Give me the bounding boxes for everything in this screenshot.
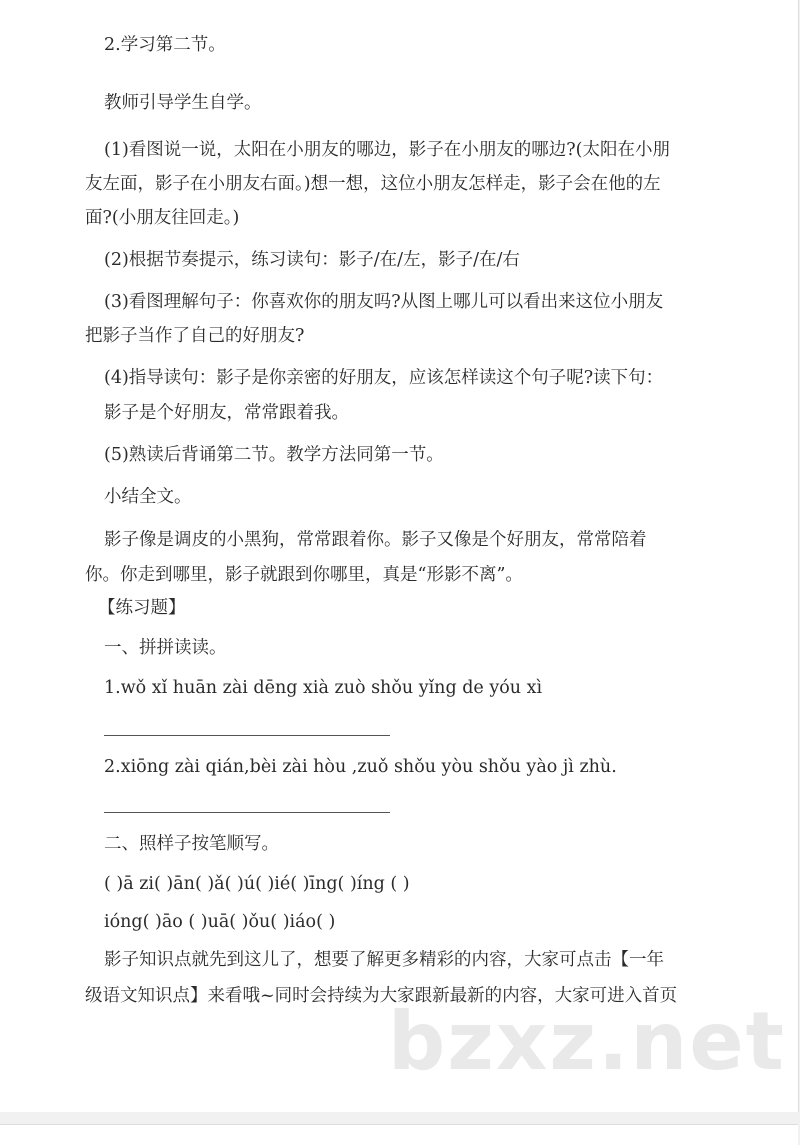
exercise-heading: 【练习题】	[98, 598, 186, 618]
paragraph: (4)指导读句：影子是你亲密的好朋友，应该怎样读这个句子呢?读下句：	[104, 368, 664, 388]
paragraph: 教师引导学生自学。	[104, 93, 262, 113]
paragraph: 影子像是调皮的小黑狗，常常跟着你。影子又像是个好朋友，常常陪着	[104, 530, 647, 550]
exercise-section: 一、拼拼读读。	[104, 638, 227, 658]
paragraph: (1)看图说一说，太阳在小朋友的哪边，影子在小朋友的哪边?(太阳在小朋	[104, 140, 670, 160]
answer-line	[104, 812, 390, 813]
paragraph: 把影子当作了自己的好朋友?	[85, 326, 305, 346]
watermark: bzxz.net	[388, 995, 786, 1088]
next-page	[0, 1124, 798, 1145]
paragraph: 友左面，影子在小朋友右面。)想一想，这位小朋友怎样走，影子会在他的左	[85, 174, 661, 194]
paragraph: 你。你走到哪里，影子就跟到你哪里，真是“形影不离”。	[85, 565, 523, 585]
paragraph: 小结全文。	[104, 487, 192, 507]
pinyin-exercise: ( )ā zi( )ān( )ǎ( )ú( )ié( )īng( )íng ( )	[104, 874, 410, 894]
paragraph: (3)看图理解句子：你喜欢你的朋友吗?从图上哪儿可以看出来这位小朋友	[104, 292, 664, 312]
section-heading: 2.学习第二节。	[104, 35, 226, 55]
paragraph: (5)熟读后背诵第二节。教学方法同第一节。	[104, 445, 444, 465]
exercise-section: 二、照样子按笔顺写。	[104, 834, 279, 854]
pinyin-question: 1.wǒ xǐ huān zài dēng xià zuò shǒu yǐng de yóu xì	[104, 678, 543, 698]
paragraph: 面?(小朋友往回走。)	[85, 208, 240, 228]
answer-line	[104, 735, 390, 736]
paragraph: 影子知识点就先到这儿了，想要了解更多精彩的内容，大家可点击【一年	[104, 950, 664, 970]
paragraph: 级语文知识点】来看哦~同时会持续为大家跟新最新的内容，大家可进入首页	[85, 986, 678, 1006]
paragraph: 影子是个好朋友，常常跟着我。	[104, 403, 349, 423]
pinyin-question: 2.xiōng zài qián,bèi zài hòu ,zuǒ shǒu yòu shǒu yào jì zhù.	[104, 757, 617, 777]
paragraph: (2)根据节奏提示，练习读句：影子/在/左，影子/在/右	[104, 250, 520, 270]
pinyin-exercise: ióng( )āo ( )uā( )ǒu( )iáo( )	[104, 912, 336, 932]
